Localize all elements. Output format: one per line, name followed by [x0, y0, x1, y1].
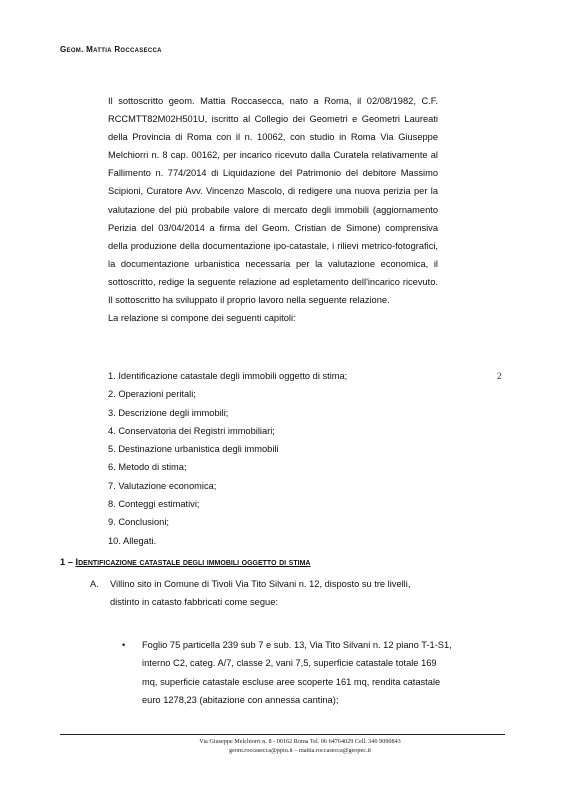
property-bullet [122, 636, 452, 710]
section-title: Identificazione catastale degli immobili oggetto di stima [75, 557, 311, 567]
list-item: 3. Descrizione degli immobili; [108, 407, 229, 418]
list-item: 9. Conclusioni; [108, 517, 169, 528]
list-item: 5. Destinazione urbanistica degli immobili [108, 444, 279, 455]
footer-emails: geom.roccasecca@ppiu.it – mattia.roccasecca@geopec.it [229, 747, 371, 754]
subsection-marker: A. [90, 579, 99, 589]
section-heading [60, 557, 310, 567]
list-item: 6. Metodo di stima; [108, 462, 187, 473]
footer-address: Via Giuseppe Melchiorri n. 8 - 00162 Roma Tel. 06 64764029 Cell. 340 9090843 [199, 738, 401, 745]
bullet-icon: • [122, 640, 126, 650]
chapter-list [108, 367, 347, 550]
list-intro: La relazione si compone dei seguenti capitoli: [108, 313, 296, 324]
page-header [60, 45, 162, 54]
list-item: 10. Allegati. [108, 535, 157, 546]
footer-divider [60, 734, 505, 735]
list-item: 1. Identificazione catastale degli immobili oggetto di stima; [108, 371, 348, 381]
intro-paragraph: Il sottoscritto geom. Mattia Roccasecca, nato a Roma, il 02/08/1982, C.F. RCCMTT82M02H501U, iscritto al Collegio dei Geometri e Geometri Laureati della Provincia di Roma con il n. 10062, con studio in Roma Via Giuseppe Melchiorri n. 8 cap. 00162, per incarico ricevuto dalla Curatela relativamente al Fallimento n. 774/2014 di Liquidazione del Patrimonio del debitore Massimo Scipioni, Curatore Avv. Vincenzo Mascolo, di redigere una nuova perizia per la valutazione del più probabile valore di mercato degli immobili (aggiornamento Perizia del 03/04/2014 a firma del Geom. Cristian de Simone) comprensiva della produzione della documentazione ipo-catastale, i rilievi metrico-fotografici, la documentazione urbanistica necessaria per la valutazione economica, il sottoscritto, redige la seguente relazione ad espletamento dell'incarico ricevuto. Il sottoscritto ha sviluppato il proprio lavoro nella seguente relazione. [108, 96, 438, 306]
subsection-text: Villino sito in Comune di Tivoli Via Tito Silvani n. 12, disposto su tre livelli, distinto in catasto fabbricati come segue: [110, 579, 411, 608]
page-number: 2 [497, 371, 502, 381]
list-item: 7. Valutazione economica; [108, 480, 217, 491]
intro-paragraph-block [108, 92, 438, 327]
section-number: 1 – [60, 557, 76, 567]
page-footer [150, 737, 450, 755]
bullet-text: Foglio 75 particella 239 sub 7 e sub. 13, Via Tito Silvani n. 12 piano T-1-S1, interno C2, categ. A/7, classe 2, vani 7,5, superficie catastale totale 169 mq, superficie catastale escluse aree scoperte 161 mq, rendita catastale euro 1278,23 (abitazione con annessa cantina); [142, 640, 452, 706]
subsection-a [90, 575, 430, 611]
header-author: Geom. Mattia Roccasecca [60, 45, 162, 54]
list-item: 2. Operazioni peritali; [108, 389, 196, 400]
list-item: 4. Conservatoria dei Registri immobiliari; [108, 425, 275, 436]
list-item: 8. Conteggi estimativi; [108, 499, 200, 510]
